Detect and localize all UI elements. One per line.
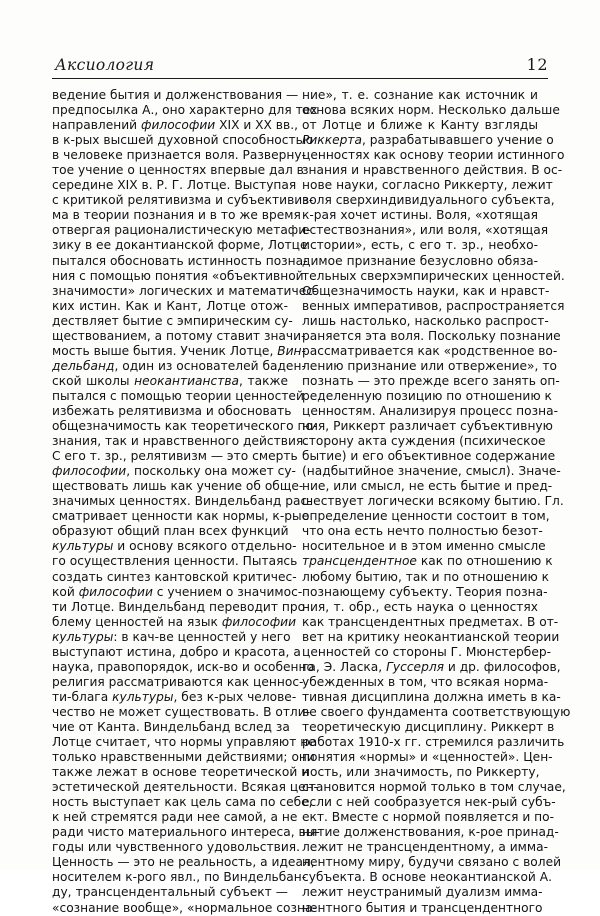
text-line: отвергая рационалистическую метафи- bbox=[52, 223, 311, 238]
text-line: бытие) и его объективное содержание bbox=[302, 449, 556, 464]
text-line: определение ценности состоит в том, bbox=[302, 509, 550, 524]
text-line: лишь настолько, насколько распрост- bbox=[302, 313, 549, 328]
text-line: общезначимость как теоретического по- bbox=[52, 419, 318, 434]
text-line: С его т. зр., релятивизм — это смерть bbox=[52, 449, 298, 464]
text-line: блему ценностей на язык философии bbox=[52, 614, 297, 629]
text-line: венных императивов, распространяется bbox=[302, 298, 565, 313]
text-line: образуют общий план всех функций bbox=[52, 524, 289, 539]
text-line: сматривает ценности как нормы, к-рые bbox=[52, 509, 310, 524]
text-line: ких истин. Как и Кант, Лотце отож- bbox=[52, 298, 288, 313]
text-line: ния с помощью понятия «объективной bbox=[52, 268, 304, 283]
text-line: рассматривается как «родственное во- bbox=[302, 343, 558, 358]
text-line: носительное и в этом именно смысле bbox=[302, 539, 546, 554]
text-line: значимых ценностях. Виндельбанд рас- bbox=[52, 494, 312, 509]
text-line: как трансцендентных предметах. В от- bbox=[302, 614, 559, 629]
text-line: культуры и основу всякого отдельно- bbox=[52, 539, 297, 554]
text-line: чество не может существовать. В отли- bbox=[52, 704, 311, 719]
text-line: ния, т. обр., есть наука о ценностях bbox=[302, 599, 538, 614]
text-line: основа всяких норм. Несколько дальше bbox=[302, 103, 560, 118]
text-line: религия рассматриваются как ценнос- bbox=[52, 674, 304, 689]
text-line: Лотце считает, что нормы управляют не bbox=[52, 735, 316, 750]
text-line: Риккерта, разрабатывавшего учение о bbox=[302, 133, 554, 148]
text-line: становится нормой только в том случае, bbox=[302, 780, 566, 795]
text-line: с критикой релятивизма и субъективиз- bbox=[52, 193, 314, 208]
text-line: истории», есть, с его т. зр., необхо- bbox=[302, 238, 538, 253]
text-line: ние», т. е. сознание как источник и bbox=[302, 88, 538, 102]
text-line: (надбытийное значение, смысл). Значе- bbox=[302, 464, 561, 479]
text-line: лежит не трансцендентному, а имма- bbox=[302, 840, 549, 855]
text-line: к ней стремятся ради нее самой, а не bbox=[52, 810, 298, 825]
text-line: ределенную позицию по отношению к bbox=[302, 388, 552, 403]
running-head-title: Аксиология bbox=[55, 56, 155, 74]
header-rule bbox=[52, 78, 548, 79]
text-line: знания и нравственного действия. В ос- bbox=[302, 163, 563, 178]
body-columns bbox=[52, 88, 571, 915]
text-line: сторону акта суждения (психическое bbox=[302, 434, 546, 449]
text-line: шествует логически всякому бытию. Гл. bbox=[302, 494, 564, 509]
text-line: ность, или значимость, по Риккерту, bbox=[302, 765, 540, 780]
text-line: ществованием, а потому ставит значи- bbox=[52, 328, 306, 343]
text-line: эстетической деятельности. Всякая цен- bbox=[52, 780, 319, 795]
text-line: нентному миру, будучи связано с волей bbox=[302, 855, 562, 870]
text-line: что она есть нечто полностью безот- bbox=[302, 524, 543, 539]
text-line: нентного бытия и трансцендентного bbox=[302, 900, 543, 915]
text-line: ской школы неокантианства, также bbox=[52, 373, 289, 388]
text-line: ти Лотце. Виндельбанд переводит про- bbox=[52, 599, 310, 614]
text-line: субъекта. В основе неокантианской А. bbox=[302, 870, 553, 885]
text-line: к-рая хочет истины. Воля, «хотящая bbox=[302, 208, 538, 223]
text-line: только нравственными действиями; они bbox=[52, 750, 315, 765]
text-line: также лежат в основе теоретической и bbox=[52, 765, 310, 780]
text-line: чие от Канта. Виндельбанд вслед за bbox=[52, 719, 290, 734]
text-line: ма в теории познания и в то же время bbox=[52, 208, 301, 223]
text-line: ект. Вместе с нормой появляется и по- bbox=[302, 810, 555, 825]
text-line: познающему субъекту. Теория позна- bbox=[302, 584, 548, 599]
column-right-text bbox=[302, 88, 571, 916]
text-line: тельных сверхэмпирических ценностей. bbox=[302, 268, 565, 283]
text-line: избежать релятивизма и обосновать bbox=[52, 403, 292, 418]
text-line: познать — это прежде всего занять оп- bbox=[302, 373, 560, 388]
text-line: ценностях как основу теории истинного bbox=[302, 148, 565, 163]
text-line: ществовать лишь как учение об обще- bbox=[52, 479, 304, 494]
text-line: зику в ее докантианской форме, Лотце bbox=[52, 238, 308, 253]
column-left bbox=[52, 88, 320, 915]
text-line: Ценность — это не реальность, а идеал, bbox=[52, 855, 315, 870]
text-line: предпосылка А., оно характерно для тех bbox=[52, 103, 318, 118]
text-line: пытался обосновать истинность позна- bbox=[52, 253, 308, 268]
text-line: любому бытию, так и по отношению к bbox=[302, 569, 550, 584]
text-line: от Лотце и ближе к Канту взгляды bbox=[302, 118, 538, 133]
text-line: значимости» логических и математичес- bbox=[52, 283, 318, 298]
text-line: нове науки, согласно Риккерту, лежит bbox=[302, 178, 553, 193]
text-line: понятия «нормы» и «ценностей». Цен- bbox=[302, 750, 553, 765]
text-line: го осуществления ценности. Пытаясь bbox=[52, 554, 298, 569]
text-line: убежденных в том, что всякая норма- bbox=[302, 674, 549, 689]
text-line: выступают истина, добро и красота, а bbox=[52, 644, 301, 659]
text-line: «сознание вообще», «нормальное созна- bbox=[52, 900, 317, 915]
text-line: Общезначимость науки, как и нравст- bbox=[302, 283, 550, 298]
text-line: годы или чувственного удовольствия. bbox=[52, 840, 301, 855]
text-line: в к-рых высшей духовной способностью bbox=[52, 133, 314, 148]
text-line: воля сверхиндивидуального субъекта, bbox=[302, 193, 555, 208]
text-line: философии, поскольку она может су- bbox=[52, 464, 296, 479]
text-line: работах 1910-х гг. стремился различить bbox=[302, 735, 565, 750]
text-line: димое признание безусловно обяза- bbox=[302, 253, 538, 268]
text-line: мость выше бытия. Ученик Лотце, Вин- bbox=[52, 343, 306, 358]
column-left-text bbox=[52, 88, 320, 916]
text-line: ведение бытия и долженствования — bbox=[52, 88, 299, 102]
text-line: лению признание или отвержение», то bbox=[302, 358, 557, 373]
column-right bbox=[302, 88, 571, 915]
text-line: нятие долженствования, к-рое принад- bbox=[302, 825, 559, 840]
text-line: тивная дисциплина должна иметь в ка- bbox=[302, 689, 561, 704]
text-line: лежит неустранимый дуализм имма- bbox=[302, 885, 543, 900]
text-line: направлений философии XIX и XX вв., bbox=[52, 118, 299, 133]
text-line: вет на критику неокантианской теории bbox=[302, 629, 560, 644]
text-line: ради чисто материального интереса, вы- bbox=[52, 825, 320, 840]
text-line: трансцендентное как по отношению к bbox=[302, 554, 553, 569]
text-line: наука, правопорядок, иск-во и особенно bbox=[52, 659, 314, 674]
page-number: 12 bbox=[526, 55, 548, 74]
text-line: в человеке признается воля. Разверну- bbox=[52, 148, 307, 163]
text-line: ния, Риккерт различает субъективную bbox=[302, 419, 553, 434]
text-line: носителем к-рого явл., по Виндельбан- bbox=[52, 870, 307, 885]
text-line: ве своего фундамента соответствующую bbox=[302, 704, 571, 719]
text-line: пытался с помощью теории ценностей bbox=[52, 388, 304, 403]
text-line: дествляет бытие с эмпирическим су- bbox=[52, 313, 293, 328]
text-line: дельбанд, один из основателей баден- bbox=[52, 358, 306, 373]
text-line: создать синтез кантовской критичес- bbox=[52, 569, 297, 584]
text-line: ду, трансцендентальный субъект — bbox=[52, 885, 288, 900]
text-line: ти-блага культуры, без к-рых челове- bbox=[52, 689, 297, 704]
text-line: тое учение о ценностях впервые дал в bbox=[52, 163, 304, 178]
text-line: ценностям. Анализируя процесс позна- bbox=[302, 403, 558, 418]
running-head bbox=[52, 56, 548, 82]
text-line: ценностей со стороны Г. Мюнстербер- bbox=[302, 644, 552, 659]
text-line: знания, так и нравственного действия. bbox=[52, 434, 308, 449]
text-line: га, Э. Ласка, Гуссерля и др. философов, bbox=[302, 659, 561, 674]
text-line: середине XIX в. Р. Г. Лотце. Выступая bbox=[52, 178, 297, 193]
text-line: ние, или смысл, не есть бытие и пред- bbox=[302, 479, 553, 494]
text-line: если с ней сообразуется нек-рый субъ- bbox=[302, 795, 556, 810]
text-line: кой философии с учением о значимос- bbox=[52, 584, 303, 599]
text-line: естествознания», или воля, «хотящая bbox=[302, 223, 549, 238]
text-line: раняется эта воля. Поскольку познание bbox=[302, 328, 561, 343]
text-line: ность выступает как цель сама по себе, bbox=[52, 795, 313, 810]
text-line: культуры: в кач-ве ценностей у него bbox=[52, 629, 291, 644]
text-line: теоретическую дисциплину. Риккерт в bbox=[302, 719, 555, 734]
